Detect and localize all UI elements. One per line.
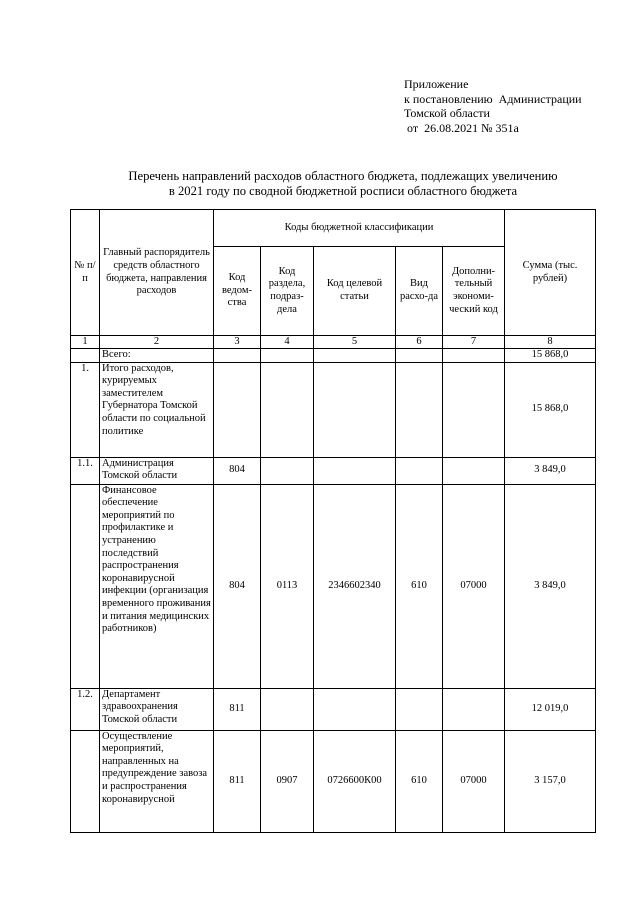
row-dept	[214, 362, 261, 457]
row-num: 1.	[71, 362, 100, 457]
row-target	[314, 362, 396, 457]
row-type: 610	[396, 484, 443, 688]
row-dept: 804	[214, 457, 261, 484]
row-type: 610	[396, 730, 443, 832]
row-sum: 3 849,0	[505, 484, 596, 688]
document-title	[60, 169, 626, 199]
col-number: 2	[100, 336, 214, 349]
row-section	[261, 349, 314, 363]
title-line: в 2021 году по сводной бюджетной росписи областного бюджета	[168, 184, 518, 198]
col-number: 6	[396, 336, 443, 349]
row-dept: 811	[214, 688, 261, 730]
row-target	[314, 349, 396, 363]
header-row	[71, 210, 596, 247]
row-dept: 811	[214, 730, 261, 832]
row-section	[261, 362, 314, 457]
header-sum: Сумма (тыс. рублей)	[505, 210, 596, 336]
row-sum: 3 849,0	[505, 457, 596, 484]
row-section	[261, 688, 314, 730]
row-sum: 12 019,0	[505, 688, 596, 730]
row-name: Всего:	[100, 349, 214, 363]
budget-table	[70, 209, 596, 833]
header-target: Код целевой статьи	[314, 247, 396, 336]
header-type: Вид расхо-да	[396, 247, 443, 336]
row-sum: 3 157,0	[505, 730, 596, 832]
row-name: Департамент здравоохранения Томской области	[100, 688, 214, 730]
row-extra	[443, 688, 505, 730]
row-target: 2346602340	[314, 484, 396, 688]
header-dept: Код ведом-ства	[214, 247, 261, 336]
row-num	[71, 349, 100, 363]
row-sum: 15 868,0	[505, 349, 596, 363]
row-extra: 07000	[443, 730, 505, 832]
appendix-line: от 26.08.2021 № 351а	[404, 120, 519, 135]
row-dept	[214, 349, 261, 363]
table-row	[71, 349, 596, 363]
appendix-line: к постановлению Администрации	[404, 91, 582, 106]
row-type	[396, 349, 443, 363]
row-type	[396, 362, 443, 457]
table-row	[71, 730, 596, 832]
col-number: 5	[314, 336, 396, 349]
table-row	[71, 484, 596, 688]
row-num	[71, 484, 100, 688]
column-number-row	[71, 336, 596, 349]
col-number: 4	[261, 336, 314, 349]
row-section: 0907	[261, 730, 314, 832]
table-row	[71, 362, 596, 457]
title-line: Перечень направлений расходов областного бюджета, подлежащих увеличению	[128, 169, 558, 183]
header-num: № п/п	[71, 210, 100, 336]
appendix-block	[404, 77, 582, 135]
row-dept: 804	[214, 484, 261, 688]
row-type	[396, 457, 443, 484]
row-type	[396, 688, 443, 730]
row-extra	[443, 362, 505, 457]
row-num: 1.1.	[71, 457, 100, 484]
header-main: Главный распорядитель средств областного бюджета, направления расходов	[100, 210, 214, 336]
row-num	[71, 730, 100, 832]
row-name: Итого расходов, курируемых заместителем Губернатора Томской области по социальной политике	[100, 362, 214, 457]
appendix-line: Приложение	[404, 77, 469, 91]
row-sum: 15 868,0	[505, 362, 596, 457]
header-extra: Дополни-тельный экономи-ческий код	[443, 247, 505, 336]
row-name: Администрация Томской области	[100, 457, 214, 484]
row-extra	[443, 349, 505, 363]
row-extra: 07000	[443, 484, 505, 688]
row-extra	[443, 457, 505, 484]
col-number: 1	[71, 336, 100, 349]
row-name: Финансовое обеспечение мероприятий по профилактике и устранению последствий распространения коронавирусной инфекции (организация временного проживания и питания медицинских работников)	[100, 484, 214, 688]
header-codes: Коды бюджетной классификации	[214, 210, 505, 247]
row-target	[314, 688, 396, 730]
row-target	[314, 457, 396, 484]
row-section	[261, 457, 314, 484]
row-num: 1.2.	[71, 688, 100, 730]
header-section: Код раздела, подраз-дела	[261, 247, 314, 336]
row-section: 0113	[261, 484, 314, 688]
row-target: 0726600К00	[314, 730, 396, 832]
table-row	[71, 457, 596, 484]
appendix-line: Томской области	[404, 106, 490, 120]
col-number: 8	[505, 336, 596, 349]
col-number: 7	[443, 336, 505, 349]
row-name: Осуществление мероприятий, направленных на предупреждение завоза и распространения коронавирусной	[100, 730, 214, 832]
col-number: 3	[214, 336, 261, 349]
table-row	[71, 688, 596, 730]
